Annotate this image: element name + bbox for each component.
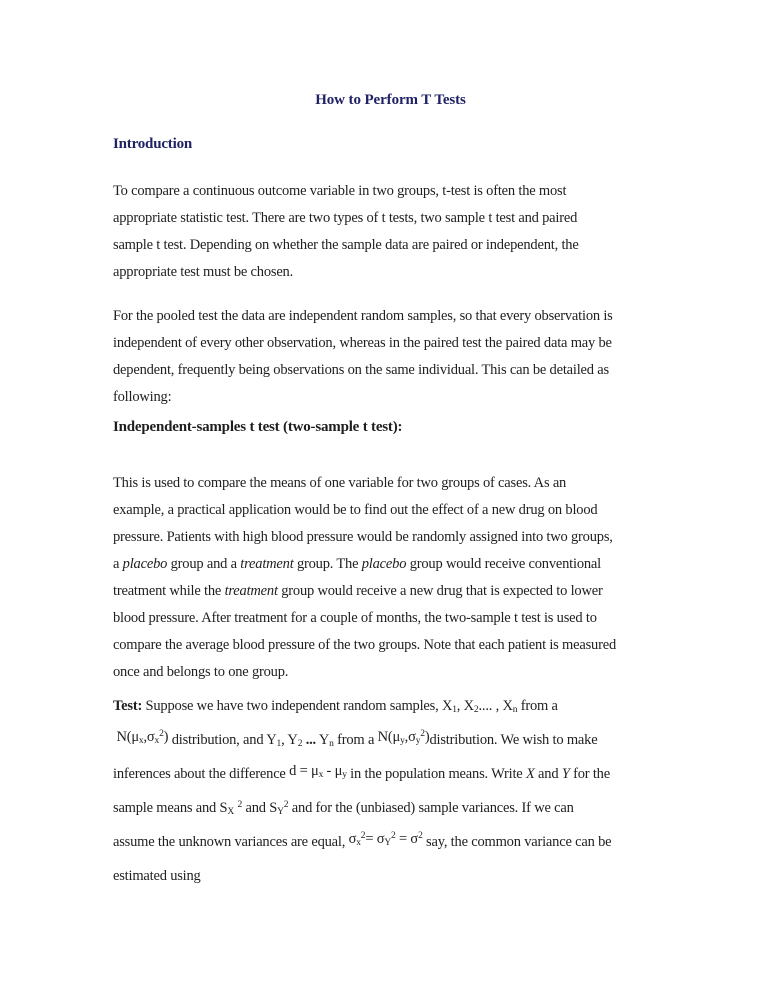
paragraph-line [113,232,668,259]
text-segment: pressure. Patients with high blood pressure would be randomly assigned into two groups, [113,529,613,545]
paragraph [113,178,668,286]
text-segment-m: - μ [323,763,343,779]
text-segment-i: Y [561,766,570,782]
paragraph-line [113,632,668,659]
text-segment-sup: 2 [283,800,289,810]
text-segment-m: = σ [395,831,419,847]
paragraph-line [113,524,668,551]
text-segment: example, a practical application would be to find out the effect of a new drug on blood [113,502,598,518]
text-segment: group would receive a new drug that is expected to lower [277,583,603,599]
text-segment-sub: Y [277,807,284,817]
doc-content [0,90,768,892]
text-segment-i: treatment [224,583,278,599]
text-segment-sub: 1 [452,705,457,715]
text-segment-msub: x [154,736,160,746]
text-segment: distribution. We wish to make [429,732,598,748]
text-segment: following: [113,389,172,405]
paragraph [113,690,668,892]
text-segment-msup: 2 [418,831,423,841]
text-segment: and for the (unbiased) sample variances. If we can [288,800,574,816]
text-segment: and S [242,800,278,816]
paragraph-line [113,690,668,724]
paragraph-line [113,724,668,758]
text-segment: , Y [281,732,298,748]
text-segment: compare the average blood pressure of the two groups. Note that each patient is measured [113,637,617,653]
text-segment: For the pooled test the data are independent random samples, so that every observation is [113,308,613,324]
text-segment: sample t test. Depending on whether the sample data are paired or independent, the [113,237,579,253]
text-segment-sub: 1 [276,739,282,749]
paragraph-line [113,578,668,605]
text-segment [234,800,237,816]
text-segment: group would receive conventional [406,556,601,572]
text-segment: Suppose we have two independent random samples, X [142,698,453,714]
text-segment-m: = σ [365,831,385,847]
text-segment-m: ,σ [404,729,416,745]
doc-body [113,134,668,892]
section-heading: Independent-samples t test (two-sample t test): [113,419,403,435]
text-segment-msub: y [342,770,347,780]
text-segment-msup: 2 [391,831,396,841]
text-segment-msub: y [400,736,405,746]
paragraph-line [113,330,668,357]
text-segment: and [534,766,562,782]
text-segment: To compare a continuous outcome variable in two groups, t-test is often the most [113,183,567,199]
text-segment: appropriate test must be chosen. [113,264,294,280]
text-segment: .... , X [478,698,513,714]
paragraph [113,303,668,411]
text-segment-m: ) [163,729,169,745]
text-segment-i: X [525,766,535,782]
doc-title: How to Perform T Tests [315,92,466,108]
paragraph-line [113,826,668,860]
text-segment: inferences about the difference [113,766,290,782]
text-segment-msup: 2 [360,831,366,841]
text-segment: , X [456,698,474,714]
text-segment-msub: Y [384,838,392,848]
text-segment-i: treatment [240,556,294,572]
paragraph [113,470,668,686]
text-segment: treatment while the [113,583,225,599]
text-segment: in the population means. Write [346,766,526,782]
paragraph-line [113,860,668,892]
text-segment-msub: y [415,736,421,746]
text-segment-msup: 2 [420,729,425,739]
paragraph-line [113,659,668,686]
text-segment-sub: 2 [473,705,479,715]
paragraph-line [113,384,668,411]
text-segment: from a [333,732,378,748]
text-segment: appropriate statistic test. There are two types of t tests, two sample t test and paired [113,210,578,226]
text-segment: from a [517,698,558,714]
paragraph-line [113,357,668,384]
text-segment: a [113,556,123,572]
paragraph-line [113,205,668,232]
text-segment: sample means and S [113,800,228,816]
paragraph-line [113,303,668,330]
text-segment: estimated using [113,868,201,884]
text-segment-m: ) [424,729,430,745]
text-segment-m: N(μ [116,729,139,745]
text-segment: group and a [167,556,241,572]
text-segment: This is used to compare the means of one variable for two groups of cases. As an [113,475,567,491]
text-segment-i: placebo [361,556,407,572]
paragraph-line [113,792,668,826]
text-segment-sub: n [329,739,334,749]
paragraph-line [113,758,668,792]
text-segment: Y [315,732,330,748]
text-segment: independent of every other observation, whereas in the paired test the paired data may be [113,335,612,351]
text-segment: assume the unknown variances are equal, [113,834,349,850]
text-segment-i: placebo [122,556,168,572]
text-segment: say, the common variance can be [422,834,612,850]
paragraph-line [113,178,668,205]
text-segment-msub: x [318,770,324,780]
text-segment: dependent, frequently being observations on the same individual. This can be detailed as [113,362,609,378]
paragraph-line [113,497,668,524]
text-segment-m: ,σ [143,729,155,745]
text-segment: for the [569,766,610,782]
text-segment: group. The [293,556,362,572]
text-segment-msub: x [138,736,144,746]
text-segment-m: N(μ [377,729,401,745]
text-segment-msub: x [356,838,361,848]
text-segment-sub: 2 [297,739,303,749]
text-segment: blood pressure. After treatment for a couple of months, the two-sample t test is used to [113,610,597,626]
text-segment-m: d = μ [289,763,319,779]
text-segment-msup: 2 [159,729,164,739]
text-segment-m: σ [348,831,357,847]
paragraph-line [113,551,668,578]
paragraph-line [113,605,668,632]
text-segment-b: ... [305,732,316,748]
text-segment-sub: X [227,807,235,817]
paragraph-line [113,259,668,286]
section-heading: Introduction [113,136,193,152]
text-segment: distribution, and Y [168,732,277,748]
text-segment-sub: n [512,705,518,715]
text-segment: once and belongs to one group. [113,664,289,680]
text-segment-b: Test: [113,698,143,714]
text-segment-sup: 2 [237,800,243,810]
paragraph-line [113,470,668,497]
